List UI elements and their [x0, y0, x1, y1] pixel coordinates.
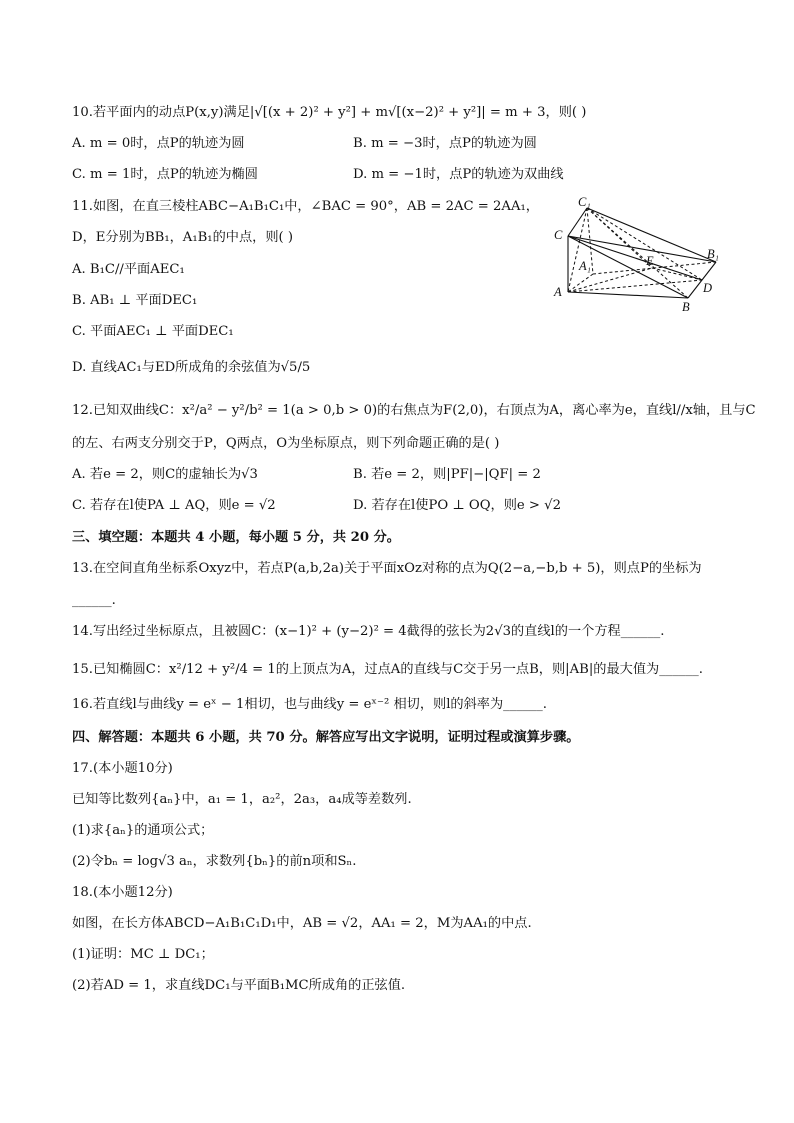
label-e: E — [646, 254, 654, 268]
q18-stem: 如图，在长方体ABCD−A₁B₁C₁D₁中，AB = √2，AA₁ = 2，M为AA₁的中点. — [72, 916, 532, 931]
q12-stem-line2: 的左、右两支分别交于P，Q两点，O为坐标原点，则下列命题正确的是( ) — [72, 436, 500, 451]
q15-text: 15.已知椭圆C：x²/12 + y²/4 = 1的上顶点为A，过点A的直线与C交于另一点B，则|AB|的最大值为______. — [72, 662, 703, 677]
label-c: C — [554, 228, 563, 242]
q11-stem-line1: 11.如图，在直三棱柱ABC−A₁B₁C₁中，∠BAC = 90°，AB = 2AC = 2AA₁， — [72, 199, 539, 214]
q12-option-b: B. 若e = 2，则|PF|−|QF| = 2 — [353, 467, 541, 482]
q10-option-c: C. m = 1时，点P的轨迹为椭圆 — [72, 167, 258, 182]
q12-option-c: C. 若存在l使PA ⊥ AQ，则e = √2 — [72, 498, 276, 513]
q10-option-a: A. m = 0时，点P的轨迹为圆 — [72, 136, 245, 151]
hidden-c1-a — [568, 208, 587, 292]
edge-c-d — [568, 236, 702, 280]
q13-line2: ______. — [72, 593, 116, 608]
q11-option-c: C. 平面AEC₁ ⊥ 平面DEC₁ — [72, 324, 234, 339]
label-b: B — [682, 300, 690, 314]
q11-option-d: D. 直线AC₁与ED所成角的余弦值为√5/5 — [72, 360, 311, 375]
q10-option-b: B. m = −3时，点P的轨迹为圆 — [353, 136, 537, 151]
label-a: A — [554, 285, 562, 299]
section4-heading: 四、解答题：本题共 6 小题，共 70 分。解答应写出文字说明，证明过程或演算步骤。 — [72, 730, 580, 745]
q12-option-d: D. 若存在l使PO ⊥ OQ，则e > √2 — [353, 498, 561, 513]
q12-option-a: A. 若e = 2，则C的虚轴长为√3 — [72, 467, 258, 482]
hidden-c1-b — [587, 208, 688, 298]
label-b1: B₁ — [707, 247, 719, 261]
q18-part2: (2)若AD = 1，求直线DC₁与平面B₁MC所成角的正弦值. — [72, 978, 406, 993]
q14-text: 14.写出经过坐标原点，且被圆C：(x−1)² + (y−2)² = 4截得的弦长为2√3的直线l的一个方程______. — [72, 624, 665, 639]
q12-stem-line1: 12.已知双曲线C：x²/a² − y²/b² = 1(a > 0,b > 0)的右焦点为F(2,0)，右顶点为A，离心率为e，直线l//x轴，且与C — [72, 403, 756, 418]
section3-heading: 三、填空题：本题共 4 小题，每小题 5 分，共 20 分。 — [72, 530, 400, 545]
q11-option-b: B. AB₁ ⊥ 平面DEC₁ — [72, 293, 198, 308]
q17-part1: (1)求{aₙ}的通项公式； — [72, 823, 214, 838]
q10-option-d: D. m = −1时，点P的轨迹为双曲线 — [353, 167, 564, 182]
edge-a-b — [568, 292, 688, 298]
q13-line1: 13.在空间直角坐标系Oxyz中，若点P(a,b,2a)关于平面xOz对称的点为Q(2−a,−b,b + 5)，则点P的坐标为 — [72, 561, 702, 576]
label-d: D — [703, 281, 713, 295]
q11-stem-line2: D，E分别为BB₁，A₁B₁的中点，则( ) — [72, 230, 294, 245]
hidden-e-d — [652, 268, 702, 280]
q17-stem: 已知等比数列{aₙ}中，a₁ = 1，a₂²，2a₃，a₄成等差数列. — [72, 792, 412, 807]
q16-text: 16.若直线l与曲线y = eˣ − 1相切，也与曲线y = eˣ⁻² 相切，则l的斜率为______. — [72, 697, 547, 712]
label-c1: C₁ — [578, 196, 591, 209]
label-a1: A₁ — [579, 259, 591, 273]
q18-header: 18.(本小题12分) — [72, 885, 173, 900]
q17-header: 17.(本小题10分) — [72, 761, 173, 776]
q10-stem: 10.若平面内的动点P(x,y)满足|√[(x + 2)² + y²] + m√[(x−2)² + y²]| = m + 3，则( ) — [72, 105, 587, 120]
q17-part2: (2)令bₙ = log√3 aₙ，求数列{bₙ}的前n项和Sₙ. — [72, 854, 357, 869]
q11-option-a: A. B₁C//平面AEC₁ — [72, 262, 185, 277]
prism-figure — [548, 196, 728, 316]
q18-part1: (1)证明：MC ⊥ DC₁； — [72, 947, 214, 962]
hidden-a-d — [568, 280, 702, 292]
hidden-a1-a — [568, 274, 593, 292]
edge-c1-c — [568, 208, 587, 236]
